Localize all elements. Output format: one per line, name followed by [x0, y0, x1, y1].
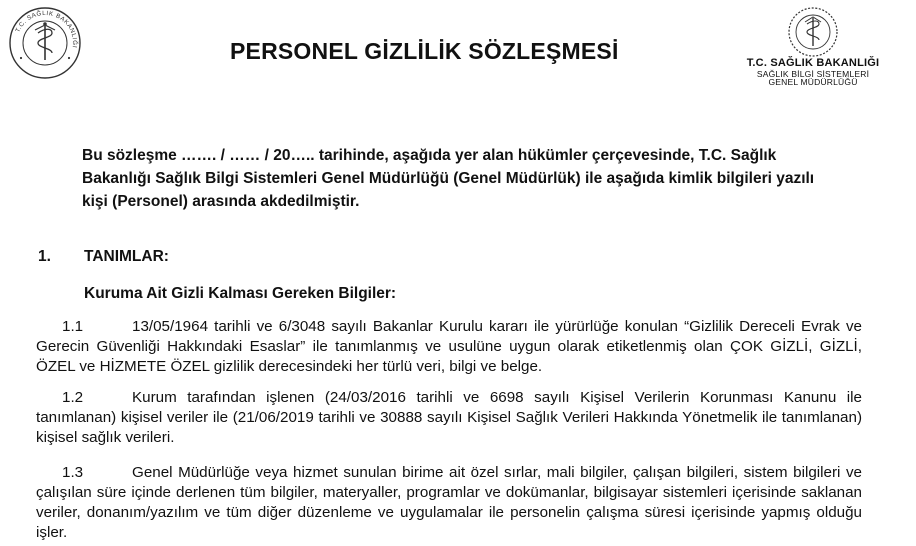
clause-1-1 [36, 317, 862, 377]
ministry-emblem-logo [787, 6, 839, 58]
section-title: TANIMLAR: [84, 248, 169, 265]
clause-text: Kurum tarafından işlenen (24/03/2016 tarihli ve 6698 sayılı Kişisel Verilerin Korunması Kanunu ile tanımlanan) kişisel veriler ile (21/06/2019 tarihli ve 30888 sayılı Kişisel Sağlık Verileri Hakkında Yönetmelik ile tanımlanan) kişisel sağlık verileri. [36, 389, 862, 446]
document-title: PERSONEL GİZLİLİK SÖZLEŞMESİ [230, 38, 619, 64]
ministry-name-block [728, 58, 898, 87]
clause-text: 13/05/1964 tarihli ve 6/3048 sayılı Bakanlar Kurulu kararı ile yürürlüğe konulan “Gizlilik Dereceli Evrak ve Gerecin Güvenliği Hakkındaki Esaslar” ile tanımlanmış ve usulüne uygun olarak etiketlenmiş olan ÇOK GİZLİ, GİZLİ, ÖZEL ve HİZMETE ÖZEL gizlilik derecesindeki her türlü veri, bilgi ve belge. [36, 318, 862, 375]
clause-number: 1.1 [62, 318, 84, 335]
ministry-seal-logo [8, 6, 82, 80]
clause-number: 1.2 [62, 389, 84, 406]
ministry-name: T.C. SAĞLIK BAKANLIĞI [746, 57, 880, 69]
clause-text: Genel Müdürlüğe veya hizmet sunulan birime ait özel sırlar, mali bilgiler, çalışan bilgileri, sistem bilgileri ve çalışılan süre içinde derlenen tüm bilgiler, materyaller, programlar ve dokümanlar, bilgisayar sistemleri içerisinde saklanan veriler, donanım/yazılım ve tüm diğer düzenleme ve uygulamalar ile personelin çalışma süresi içerisinde yapmış olduğu işler. [36, 464, 862, 541]
clause-number: 1.3 [62, 464, 84, 481]
section-subtitle: Kuruma Ait Gizli Kalması Gereken Bilgiler: [84, 285, 397, 302]
intro-paragraph: Bu sözleşme ……. / …… / 20….. tarihinde, aşağıda yer alan hükümler çerçevesinde, T.C. Sağlık Bakanlığı Sağlık Bilgi Sistemleri Genel Müdürlüğü (Genel Müdürlük) ile aşağıda kimlik bilgileri yazılı kişi (Personel) arasında akdedilmiştir. [82, 147, 815, 210]
clause-1-2 [36, 388, 862, 448]
ministry-department: SAĞLIK BİLGİ SİSTEMLERİ [756, 68, 870, 79]
clause-1-3 [36, 463, 862, 543]
section-number: 1. [38, 248, 51, 265]
seal-ring-text: T.C. SAĞLIK BAKANLIĞI [14, 9, 79, 49]
ministry-directorate: GENEL MÜDÜRLÜĞÜ [768, 77, 858, 88]
